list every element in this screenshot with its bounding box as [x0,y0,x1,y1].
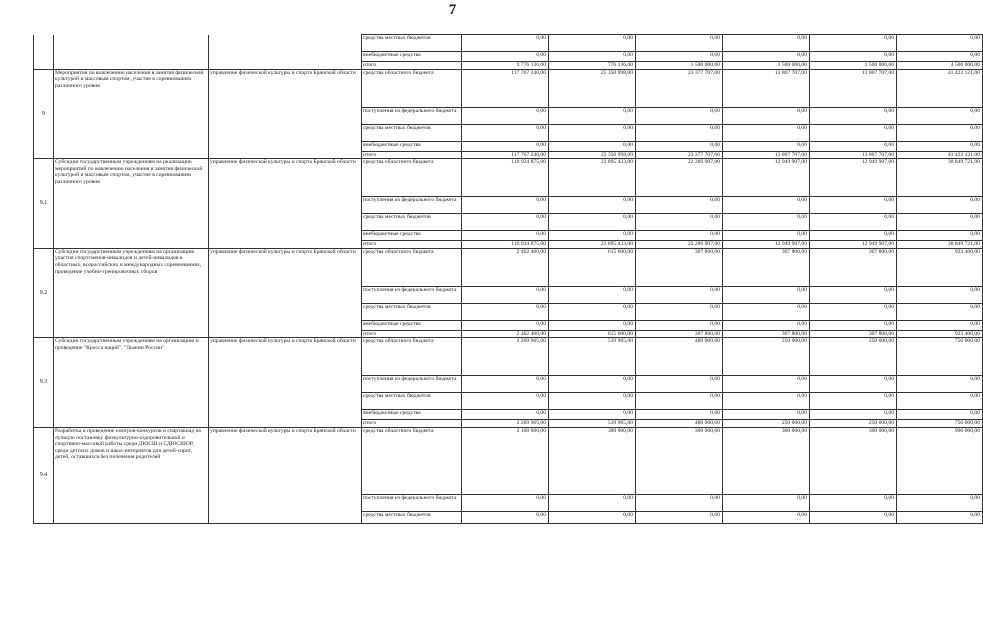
measure-9.1-value-1: 0,00 [462,214,549,231]
table-row [34,35,983,52]
executor-cell: управление физической культуры и спорта Брянской области [209,159,362,249]
measure-number-cell: 9.4 [34,427,54,523]
top-value-2: 776 136,00 [549,62,636,70]
measure-9.4-value-3: 0,00 [636,494,723,511]
measure-9-value-4: 13 807 707,00 [723,69,810,107]
funding-source-cell: средства местных бюджетов [362,393,462,410]
measure-9-value-2: 0,00 [549,141,636,151]
measure-9.3-value-5: 250 000,00 [810,338,897,376]
measure-9.3-value-2: 0,00 [549,410,636,420]
measure-9.1-value-1: 110 934 875,00 [462,159,549,197]
measure-9-value-2: 25 350 998,00 [549,151,636,159]
top-value-6: 0,00 [897,52,983,62]
measure-9.4-value-2: 0,00 [549,494,636,511]
measure-9.1-value-4: 0,00 [723,214,810,231]
top-value-4: 0,00 [723,52,810,62]
measure-9-value-5: 13 807 707,00 [810,151,897,159]
measure-9.3-value-2: 539 965,00 [549,420,636,428]
measure-9.2-value-4: 0,00 [723,286,810,303]
measure-9-value-6: 0,00 [897,107,983,124]
measure-9.1-value-5: 0,00 [810,231,897,241]
top-value-1: 9 776 136,00 [462,62,549,70]
measure-9.4-value-1: 0,00 [462,494,549,511]
measure-9.3-value-4: 250 000,00 [723,420,810,428]
measure-9.2-value-6: 0,00 [897,303,983,320]
measure-9.3-value-3: 480 000,00 [636,338,723,376]
measure-9.4-value-6: 900 000,00 [897,427,983,494]
top-value-5: 0,00 [810,35,897,52]
measure-9.4-value-1: 0,00 [462,511,549,523]
measure-9.1-value-2: 23 895 433,00 [549,241,636,249]
measure-9.3-value-3: 0,00 [636,376,723,393]
top-value-2: 0,00 [549,35,636,52]
measure-9.1-value-3: 0,00 [636,214,723,231]
measure-9.1-value-3: 0,00 [636,231,723,241]
measure-9.3-value-1: 0,00 [462,410,549,420]
top-value-4: 1 500 000,00 [723,62,810,70]
funding-source-cell: итого [362,330,462,338]
measure-9.4-value-6: 0,00 [897,511,983,523]
measure-name-cell [54,35,209,70]
executor-cell: управление физической культуры и спорта Брянской области [209,338,362,428]
measure-number-cell: 9 [34,69,54,159]
measure-9-value-6: 0,00 [897,141,983,151]
measure-9-value-1: 117 767 240,00 [462,151,549,159]
measure-9-value-6: 0,00 [897,124,983,141]
measure-9.3-value-1: 2 269 965,00 [462,420,549,428]
funding-source-cell: поступления из федерального бюджета [362,494,462,511]
measure-name-cell: Разработка и проведение смотров-конкурсов и спартакиад на лучшую постановку физкультурно-оздоровительной и спортивно-массовой работы среди ДЮСШ и СДЮСШОР, среди детских домов и школ-интернатов для детей-сирот, детей, оставшихся без попечения родителей [54,427,209,523]
measure-9.1-value-2: 0,00 [549,197,636,214]
funding-source-cell: итого [362,241,462,249]
measure-9.1-value-4: 12 949 907,00 [723,241,810,249]
measure-9.3-value-1: 0,00 [462,376,549,393]
top-value-5: 0,00 [810,52,897,62]
measure-9.3-value-6: 0,00 [897,376,983,393]
measure-9-value-4: 0,00 [723,107,810,124]
measure-9.1-value-2: 23 895 433,00 [549,159,636,197]
measure-9.3-value-5: 0,00 [810,376,897,393]
measure-9.2-value-5: 0,00 [810,320,897,330]
measure-9.3-value-1: 0,00 [462,393,549,410]
funding-source-cell: средства областного бюджета [362,159,462,197]
measure-9-value-4: 13 807 707,00 [723,151,810,159]
measure-9.3-value-6: 750 000,00 [897,420,983,428]
measure-number-cell: 9.2 [34,248,54,338]
measure-9-value-5: 0,00 [810,141,897,151]
measure-name-cell: Мероприятия по вовлечению населения в занятия физической культурой и массовым спортом, участие в соревнованиях различного уровня [54,69,209,159]
executor-cell: управление физической культуры и спорта Брянской области [209,427,362,523]
funding-source-cell: средства местных бюджетов [362,511,462,523]
measure-9.3-value-6: 0,00 [897,410,983,420]
top-value-3: 1 500 000,00 [636,62,723,70]
top-value-1: 0,00 [462,35,549,52]
measure-9.2-value-5: 0,00 [810,286,897,303]
top-value-2: 0,00 [549,52,636,62]
measure-9-value-1: 0,00 [462,107,549,124]
funding-source-cell: поступления из федерального бюджета [362,286,462,303]
funding-source-cell: внебюджетные средства [362,410,462,420]
funding-source-cell: поступления из федерального бюджета [362,107,462,124]
measure-number-cell: 9.3 [34,338,54,428]
funding-source-cell: итого [362,151,462,159]
measure-9.2-value-1: 2 462 400,00 [462,248,549,286]
measure-9.2-value-2: 0,00 [549,320,636,330]
table-row [34,338,983,376]
measure-9.1-value-5: 0,00 [810,197,897,214]
funding-source-cell: поступления из федерального бюджета [362,197,462,214]
measure-9.1-value-1: 0,00 [462,231,549,241]
measure-9.4-value-5: 300 000,00 [810,427,897,494]
funding-source-cell: внебюджетные средства [362,320,462,330]
executor-cell [209,35,362,70]
measure-9.3-value-3: 0,00 [636,410,723,420]
measure-9.4-value-4: 0,00 [723,494,810,511]
measure-9.3-value-2: 0,00 [549,376,636,393]
measure-9.1-value-6: 38 849 721,00 [897,241,983,249]
measure-9.1-value-6: 0,00 [897,214,983,231]
funding-source-cell: средства областного бюджета [362,427,462,494]
measure-9-value-3: 0,00 [636,141,723,151]
measure-9.4-value-3: 300 000,00 [636,427,723,494]
funding-source-cell: поступления из федерального бюджета [362,376,462,393]
measure-9.2-value-1: 0,00 [462,286,549,303]
measure-9.1-value-3: 22 289 907,00 [636,159,723,197]
measure-9.1-value-1: 0,00 [462,197,549,214]
measure-9.2-value-3: 0,00 [636,286,723,303]
measure-9.4-value-6: 0,00 [897,494,983,511]
measure-9-value-4: 0,00 [723,124,810,141]
budget-table [33,34,983,524]
measure-9-value-2: 0,00 [549,107,636,124]
top-value-6: 0,00 [897,35,983,52]
measure-9.4-value-3: 0,00 [636,511,723,523]
measure-name-cell: Субсидии государственным учреждениям на организацию и проведение "Кросса наций", "Лыжни России" [54,338,209,428]
measure-9-value-2: 0,00 [549,124,636,141]
measure-9.2-value-1: 0,00 [462,303,549,320]
measure-9-value-3: 23 377 707,00 [636,151,723,159]
measure-9.4-value-5: 0,00 [810,494,897,511]
funding-source-cell: средства областного бюджета [362,338,462,376]
measure-9.3-value-4: 0,00 [723,376,810,393]
measure-9-value-4: 0,00 [723,141,810,151]
measure-9.2-value-2: 0,00 [549,286,636,303]
top-value-5: 1 500 000,00 [810,62,897,70]
measure-9.3-value-4: 250 000,00 [723,338,810,376]
measure-9.2-value-5: 0,00 [810,303,897,320]
top-value-3: 0,00 [636,52,723,62]
funding-source-cell: внебюджетные средства [362,141,462,151]
top-value-3: 0,00 [636,35,723,52]
measure-9-value-3: 0,00 [636,107,723,124]
funding-source-cell: средства местных бюджетов [362,124,462,141]
top-value-1: 0,00 [462,52,549,62]
top-value-6: 4 500 000,00 [897,62,983,70]
measure-9-value-5: 13 807 707,00 [810,69,897,107]
table-row [34,69,983,107]
funding-source-cell: итого [362,62,462,70]
measure-9.2-value-5: 307 800,00 [810,330,897,338]
measure-9.2-value-5: 307 800,00 [810,248,897,286]
funding-source-cell: внебюджетные средства [362,231,462,241]
table-row [34,248,983,286]
measure-9-value-1: 0,00 [462,124,549,141]
measure-9.4-value-4: 300 000,00 [723,427,810,494]
top-value-4: 0,00 [723,35,810,52]
measure-9.2-value-4: 307 800,00 [723,330,810,338]
measure-9.2-value-6: 923 400,00 [897,330,983,338]
executor-cell: управление физической культуры и спорта Брянской области [209,69,362,159]
measure-9.2-value-3: 0,00 [636,303,723,320]
measure-9.3-value-1: 2 269 965,00 [462,338,549,376]
measure-9.2-value-2: 615 600,00 [549,330,636,338]
measure-9.1-value-4: 0,00 [723,197,810,214]
measure-9.2-value-1: 0,00 [462,320,549,330]
measure-9-value-6: 41 423 121,00 [897,151,983,159]
measure-9.1-value-4: 0,00 [723,231,810,241]
measure-9.1-value-2: 0,00 [549,231,636,241]
measure-9.3-value-3: 0,00 [636,393,723,410]
measure-9.1-value-6: 0,00 [897,231,983,241]
measure-9.1-value-4: 12 949 907,00 [723,159,810,197]
measure-9.2-value-4: 0,00 [723,320,810,330]
measure-9.3-value-2: 0,00 [549,393,636,410]
measure-9.2-value-3: 307 800,00 [636,248,723,286]
measure-name-cell: Субсидии государственным учреждениям на организацию участия спортсменов-инвалидов и детей-инвалидов в областных, всероссийских и международных соревнованиях, проведение учебно-тренировочных сборов [54,248,209,338]
measure-number-cell: 9.1 [34,159,54,249]
measure-9.3-value-6: 750 000,00 [897,338,983,376]
measure-9-value-5: 0,00 [810,124,897,141]
measure-9.2-value-2: 615 600,00 [549,248,636,286]
measure-9.2-value-3: 307 800,00 [636,330,723,338]
funding-source-cell: итого [362,420,462,428]
measure-9.3-value-5: 250 000,00 [810,420,897,428]
measure-9.3-value-3: 480 000,00 [636,420,723,428]
measure-9.2-value-1: 2 462 400,00 [462,330,549,338]
measure-9.1-value-2: 0,00 [549,214,636,231]
measure-9.3-value-5: 0,00 [810,410,897,420]
measure-9.3-value-6: 0,00 [897,393,983,410]
measure-9.4-value-2: 0,00 [549,511,636,523]
measure-9-value-3: 0,00 [636,124,723,141]
measure-9.3-value-4: 0,00 [723,393,810,410]
measure-name-cell: Субсидии государственным учреждениям на реализацию мероприятий по вовлечению населения в занятия физической культурой и массовым спортом, участие в соревнованиях различного уровня [54,159,209,249]
measure-9.1-value-6: 0,00 [897,197,983,214]
measure-9.3-value-4: 0,00 [723,410,810,420]
measure-9.3-value-5: 0,00 [810,393,897,410]
funding-source-cell: внебюджетные средства [362,52,462,62]
measure-9.1-value-3: 0,00 [636,197,723,214]
measure-9.4-value-2: 300 000,00 [549,427,636,494]
measure-9-value-1: 0,00 [462,141,549,151]
measure-9.1-value-3: 22 289 907,00 [636,241,723,249]
measure-9.1-value-5: 0,00 [810,214,897,231]
measure-9.2-value-6: 0,00 [897,286,983,303]
executor-cell: управление физической культуры и спорта Брянской области [209,248,362,338]
table-row [34,159,983,197]
measure-9.2-value-4: 0,00 [723,303,810,320]
measure-9.1-value-1: 110 934 875,00 [462,241,549,249]
measure-9-value-6: 41 423 121,00 [897,69,983,107]
funding-source-cell: средства местных бюджетов [362,35,462,52]
funding-source-cell: средства местных бюджетов [362,303,462,320]
measure-9-value-1: 117 767 240,00 [462,69,549,107]
measure-9.2-value-3: 0,00 [636,320,723,330]
measure-9.2-value-6: 923 400,00 [897,248,983,286]
measure-9-value-5: 0,00 [810,107,897,124]
measure-9.1-value-5: 12 949 907,00 [810,159,897,197]
measure-9.1-value-5: 12 949 907,00 [810,241,897,249]
funding-source-cell: средства местных бюджетов [362,214,462,231]
number-cell [34,35,54,70]
measure-9-value-3: 23 377 707,00 [636,69,723,107]
measure-9.3-value-2: 539 965,00 [549,338,636,376]
measure-9.1-value-6: 38 849 721,00 [897,159,983,197]
measure-9.2-value-6: 0,00 [897,320,983,330]
measure-9.2-value-4: 307 800,00 [723,248,810,286]
funding-source-cell: средства областного бюджета [362,248,462,286]
measure-9-value-2: 25 350 998,00 [549,69,636,107]
measure-9.4-value-1: 2 100 000,00 [462,427,549,494]
table-row [34,427,983,494]
measure-9.2-value-2: 0,00 [549,303,636,320]
measure-9.4-value-5: 0,00 [810,511,897,523]
measure-9.4-value-4: 0,00 [723,511,810,523]
funding-source-cell: средства областного бюджета [362,69,462,107]
page-number: 7 [448,2,457,18]
